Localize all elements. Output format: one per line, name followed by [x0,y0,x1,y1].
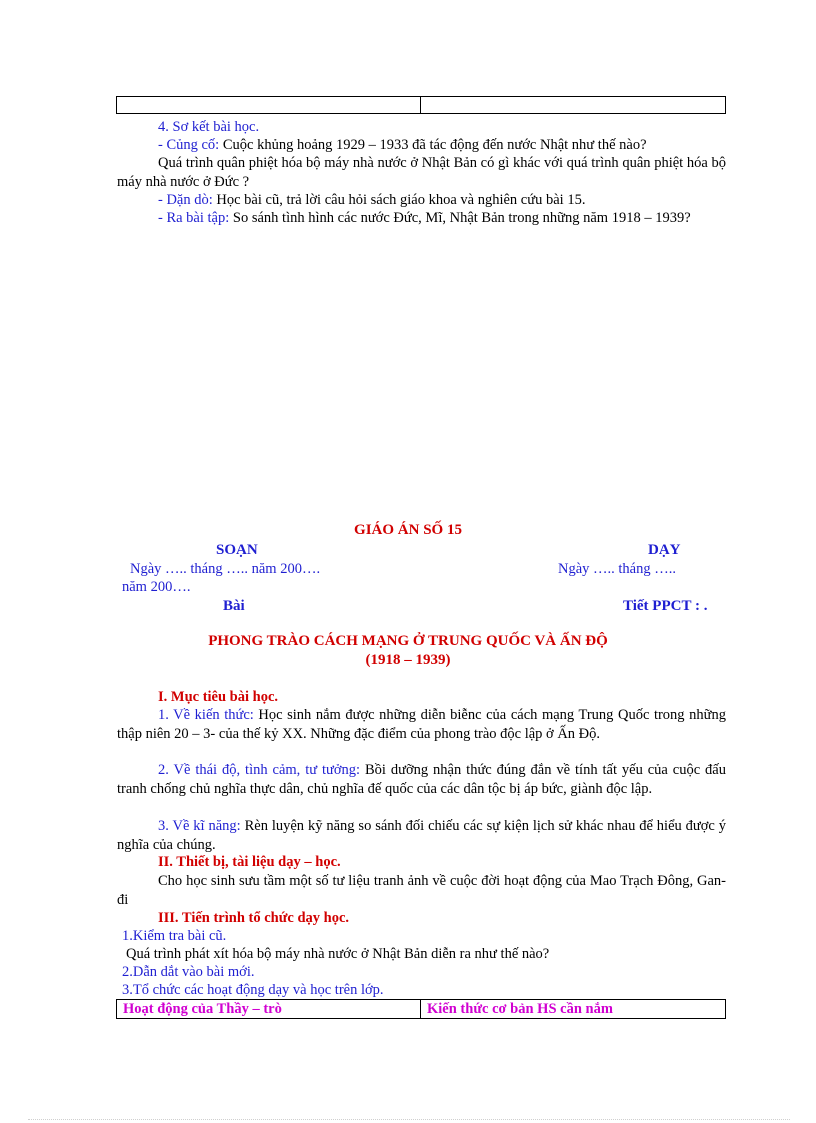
lesson-label: Bài [223,598,245,614]
objectives-heading: I. Mục tiêu bài học. [158,689,279,705]
page-border-divider [28,1119,790,1120]
equipment-heading: II. Thiết bị, tài liệu dạy – học. [158,854,341,870]
teach-label: DẠY [648,542,681,558]
activities-table-header [116,999,726,1019]
basic-knowledge-header: Kiến thức cơ bản HS cần nắm [427,1001,613,1017]
exercise-paragraph [117,209,726,228]
prepare-label: SOẠN [216,542,258,558]
exercise-text: So sánh tình hình các nước Đức, Mĩ, Nhật Bản trong những năm 1918 – 1939? [229,210,691,226]
equipment-text: Cho học sinh sưu tầm một số tư liệu tranh ảnh về cuộc đời hoạt động của Mao Trạch Đông, Gan-đi [117,873,726,908]
table-cell [117,97,421,113]
consolidation-line [158,136,647,154]
teacher-student-activity-header: Hoạt động của Thầy – trò [117,1000,421,1018]
consolidation-label: - Củng cố: [158,137,220,153]
previous-table-bottom-row [116,96,726,114]
prepare-date-continued: năm 200…. [122,579,191,595]
lesson-title: GIÁO ÁN SỐ 15 [354,522,462,538]
step-activities: 3.Tổ chức các hoạt động dạy và học trên lớp. [122,982,384,998]
prepare-date: Ngày ….. tháng ….. năm 200…. [130,561,321,577]
attitude-text: Bồi dưỡng nhận thức đúng đắn về tính tất yếu của cuộc đấu tranh chống chủ nghĩa thực dân, chủ nghĩa đế quốc của các dân tộc bị áp bức, giành độc lập. [117,762,726,797]
attitude-paragraph [117,761,726,798]
topic-title: PHONG TRÀO CÁCH MẠNG Ở TRUNG QUỐC VÀ ẤN ĐỘ [208,633,608,649]
knowledge-label: 1. Về kiến thức: [158,707,254,723]
consolidation-text: Cuộc khủng hoảng 1929 – 1933 đã tác động đến nước Nhật như thế nào? [219,137,647,153]
review-question: Quá trình phát xít hóa bộ máy nhà nước ở Nhật Bản diễn ra như thế nào? [126,946,550,962]
topic-years: (1918 – 1939) [365,652,451,668]
homework-line [158,191,585,209]
homework-label: - Dặn dò: [158,192,213,208]
knowledge-paragraph [117,706,726,743]
skill-text: Rèn luyện kỹ năng so sánh đối chiếu các sự kiện lịch sử khác nhau để hiểu được ý nghĩa của chúng. [117,818,726,853]
skill-label: 3. Về kĩ năng: [158,818,241,834]
table-cell [421,97,725,113]
exercise-label: - Ra bài tập: [158,210,230,226]
summary-heading: 4. Sơ kết bài học. [158,119,260,135]
process-heading: III. Tiến trình tổ chức dạy học. [158,910,350,926]
step-review: 1.Kiểm tra bài cũ. [122,928,227,944]
period-label: Tiết PPCT : . [623,598,708,614]
teach-date: Ngày ….. tháng ….. [558,561,676,577]
homework-text: Học bài cũ, trả lời câu hỏi sách giáo khoa và nghiên cứu bài 15. [212,192,586,208]
knowledge-text: Học sinh nắm được những diễn biễnc của cách mạng Trung Quốc trong những thập niên 20 – 3- của thế kỷ XX. Những đặc điểm của phong trào độc lập ở Ấn Độ. [117,707,726,742]
comparison-question: Quá trình quân phiệt hóa bộ máy nhà nước ở Nhật Bản có gì khác với quá trình quân phiệt hóa bộ máy nhà nước ở Đức ? [117,155,726,190]
attitude-label: 2. Về thái độ, tình cảm, tư tưởng: [158,762,361,778]
skill-paragraph [117,817,726,854]
step-introduction: 2.Dẫn dắt vào bài mới. [122,964,255,980]
